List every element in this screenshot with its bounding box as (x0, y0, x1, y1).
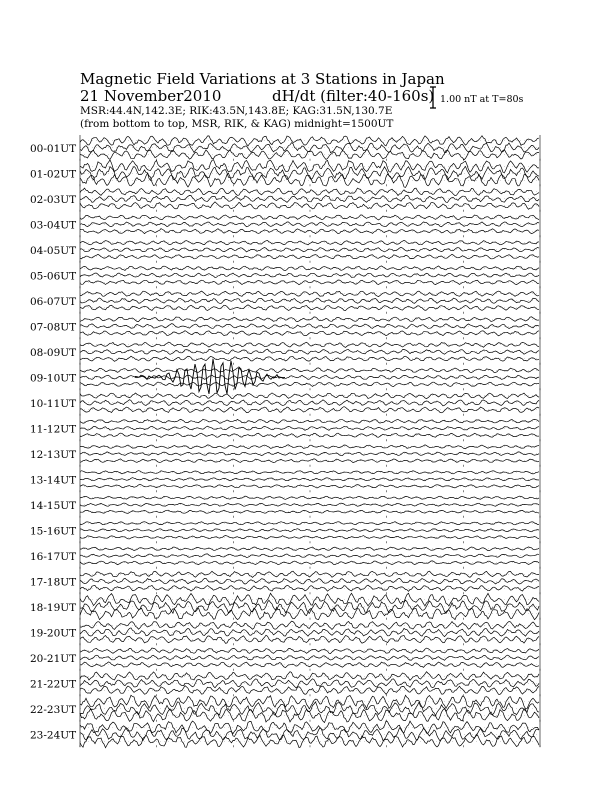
station-trace (80, 298, 539, 304)
station-trace (80, 635, 539, 643)
station-trace (80, 679, 539, 688)
chart-quantity: dH/dt (filter:40-160s) (272, 87, 435, 105)
row-label: 05-06UT (30, 270, 77, 283)
row-label: 00-01UT (30, 142, 77, 155)
row-label: 06-07UT (30, 295, 77, 308)
station-trace (80, 215, 539, 220)
station-trace (80, 426, 539, 430)
row-label: 09-10UT (30, 372, 77, 385)
station-order-note: (from bottom to top, MSR, RIK, & KAG) midnight=1500UT (80, 118, 394, 130)
row-label: 19-20UT (30, 627, 77, 640)
station-trace (80, 202, 539, 209)
row-label: 03-04UT (30, 219, 77, 232)
station-trace (80, 342, 539, 347)
station-trace (80, 485, 539, 489)
station-trace (80, 655, 539, 660)
row-label: 20-21UT (30, 652, 77, 665)
row-label: 07-08UT (30, 321, 77, 334)
row-label: 22-23UT (30, 703, 77, 716)
station-trace (80, 471, 539, 474)
row-label: 14-15UT (30, 499, 77, 512)
station-trace (80, 280, 539, 285)
row-label: 16-17UT (30, 550, 77, 563)
row-label: 17-18UT (30, 576, 77, 589)
station-trace (80, 648, 539, 654)
row-label: 12-13UT (30, 448, 77, 461)
row-label: 11-12UT (30, 423, 77, 436)
chart-title: Magnetic Field Variations at 3 Stations in Japan (80, 70, 445, 88)
station-coordinates: MSR:44.4N,142.3E; RIK:43.5N,143.8E; KAG:31.5N,130.7E (80, 105, 393, 117)
row-label: 04-05UT (30, 244, 77, 257)
row-label: 10-11UT (30, 397, 77, 410)
row-label: 08-09UT (30, 346, 77, 359)
station-trace (80, 229, 539, 234)
disturbance-burst-trace (135, 359, 285, 394)
row-label: 02-03UT (30, 193, 77, 206)
row-label: 15-16UT (30, 525, 77, 538)
row-label: 18-19UT (30, 601, 77, 614)
row-label: 23-24UT (30, 729, 77, 742)
station-trace (80, 273, 539, 278)
station-trace (80, 686, 539, 695)
row-label: 01-02UT (30, 168, 77, 181)
station-trace (80, 536, 539, 540)
station-trace (80, 459, 539, 463)
chart-date: 21 November2010 (80, 87, 222, 105)
station-trace (80, 291, 539, 297)
scale-bar-label: 1.00 nT at T=80s (440, 94, 524, 105)
station-trace (80, 317, 539, 322)
row-label: 13-14UT (30, 474, 77, 487)
row-label: 21-22UT (30, 678, 77, 691)
station-trace (80, 695, 539, 709)
station-trace (80, 382, 539, 387)
